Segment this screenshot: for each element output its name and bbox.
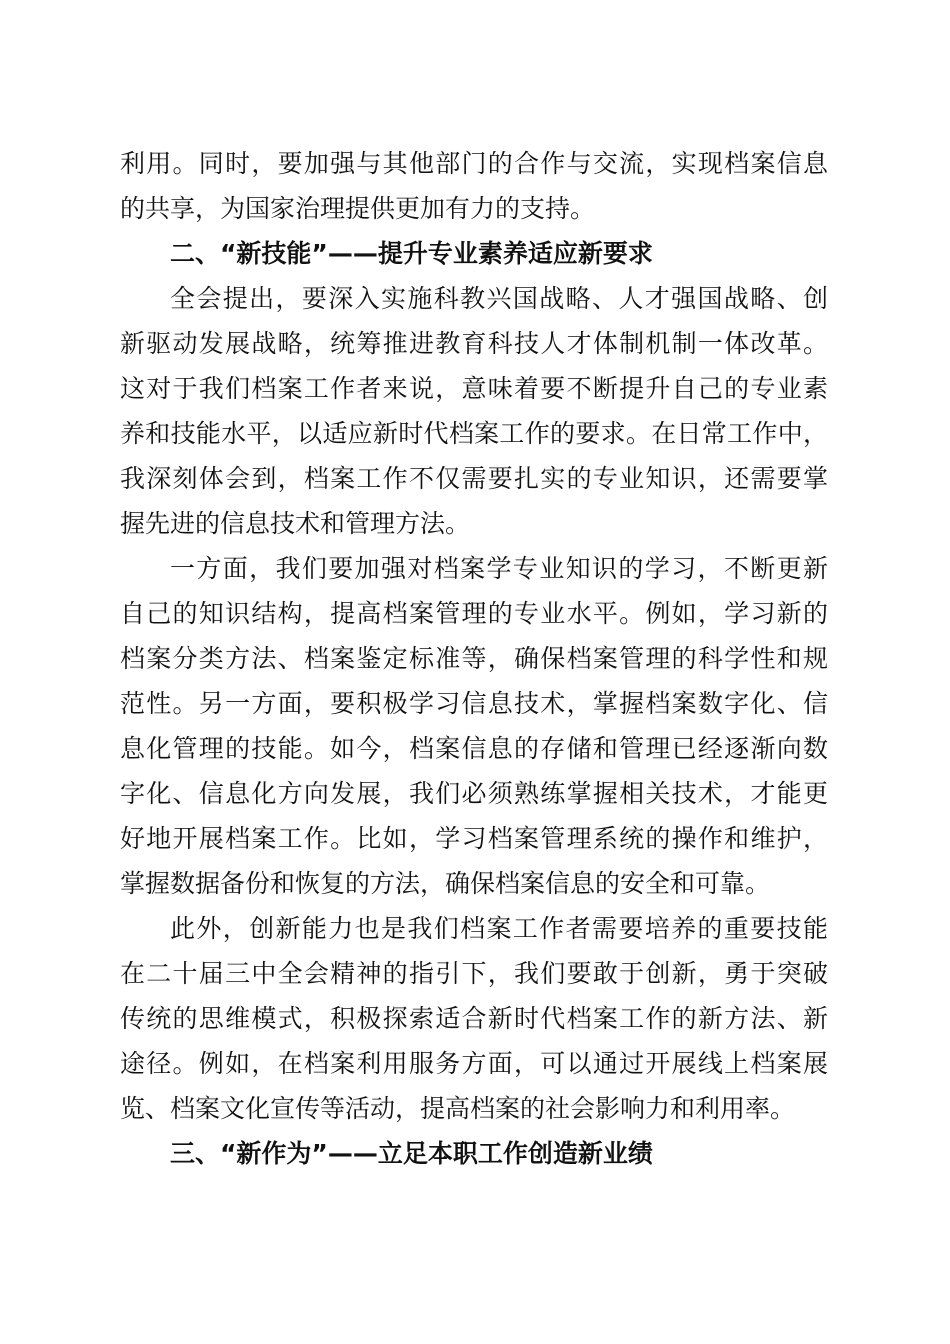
text-line: 掌握数据备份和恢复的方法，确保档案信息的安全和可靠。 [120, 869, 771, 898]
text-line: 握先进的信息技术和管理方法。 [120, 509, 471, 538]
text-line: 新驱动发展战略，统筹推进教育科技人才体制机制一体改革。 [120, 329, 828, 358]
text-line: 此外，创新能力也是我们档案工作者需要培养的重要技能 [170, 914, 828, 943]
document-body [120, 141, 828, 1176]
text-line: 途径。例如，在档案利用服务方面，可以通过开展线上档案展 [120, 1049, 828, 1078]
heading-line: 三、“新作为”——立足本职工作创造新业绩 [170, 1139, 653, 1168]
text-line: 档案分类方法、档案鉴定标准等，确保档案管理的科学性和规 [120, 644, 828, 673]
text-line: 这对于我们档案工作者来说，意味着要不断提升自己的专业素 [120, 374, 828, 403]
text-line: 全会提出，要深入实施科教兴国战略、人才强国战略、创 [170, 284, 828, 313]
text-line: 字化、信息化方向发展，我们必须熟练掌握相关技术，才能更 [120, 779, 828, 808]
section-heading-3 [120, 1131, 828, 1176]
text-line: 一方面，我们要加强对档案学专业知识的学习，不断更新 [170, 554, 828, 583]
text-line: 的共享，为国家治理提供更加有力的支持。 [120, 194, 596, 223]
paragraph-innovation [120, 906, 828, 1131]
text-line: 自己的知识结构，提高档案管理的专业水平。例如，学习新的 [120, 599, 828, 628]
paragraph-professional-knowledge [120, 546, 828, 906]
heading-line: 二、“新技能”——提升专业素养适应新要求 [170, 239, 653, 268]
paragraph-continued [120, 141, 828, 231]
text-line: 在二十届三中全会精神的指引下，我们要敢于创新，勇于突破 [120, 959, 828, 988]
text-line: 养和技能水平，以适应新时代档案工作的要求。在日常工作中， [120, 419, 828, 448]
text-line: 览、档案文化宣传等活动，提高档案的社会影响力和利用率。 [120, 1094, 796, 1123]
paragraph-plenary-strategies [120, 276, 828, 546]
text-line: 范性。另一方面，要积极学习信息技术，掌握档案数字化、信 [120, 689, 828, 718]
text-line: 传统的思维模式，积极探索适合新时代档案工作的新方法、新 [120, 1004, 828, 1033]
text-line: 息化管理的技能。如今，档案信息的存储和管理已经逐渐向数 [120, 734, 828, 763]
text-line: 我深刻体会到，档案工作不仅需要扎实的专业知识，还需要掌 [120, 464, 828, 493]
text-line: 利用。同时，要加强与其他部门的合作与交流，实现档案信息 [120, 149, 828, 178]
section-heading-2 [120, 231, 828, 276]
text-line: 好地开展档案工作。比如，学习档案管理系统的操作和维护， [120, 824, 828, 853]
